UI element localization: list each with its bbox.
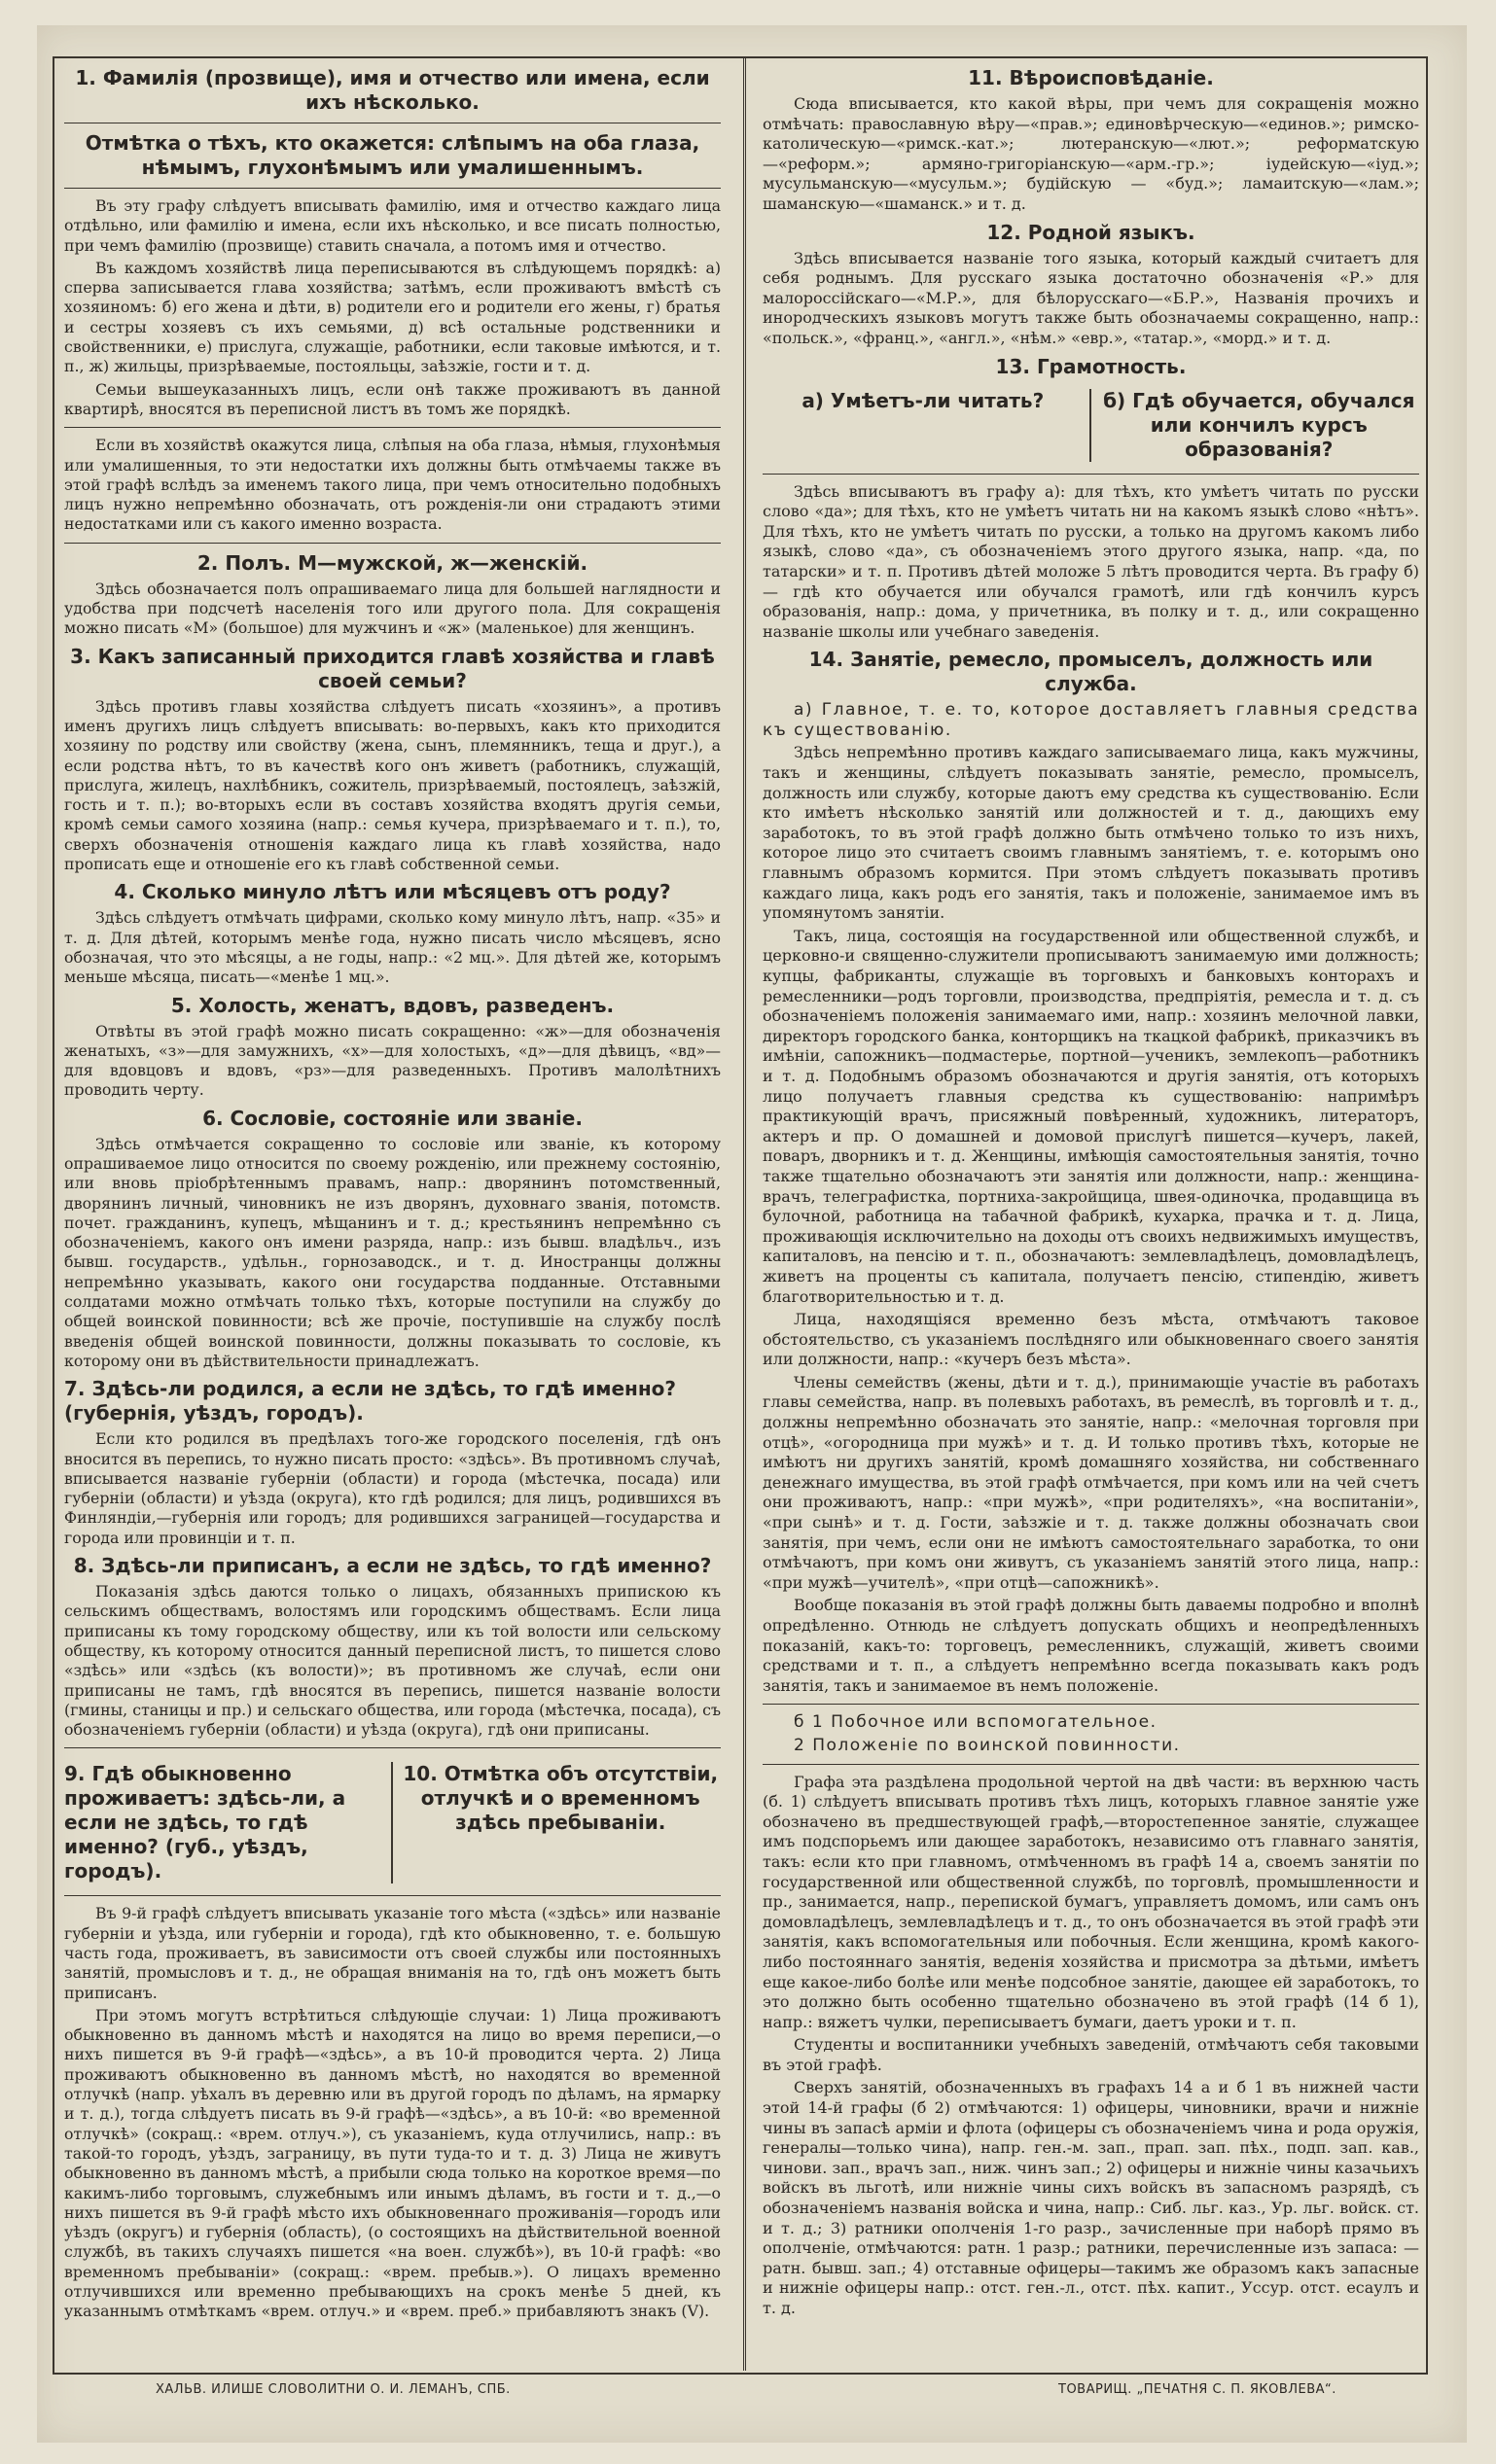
section-11-title: 11. Вѣроисповѣданіе. — [968, 66, 1214, 89]
paragraph: Семьи вышеуказанныхъ лицъ, если онѣ также проживаютъ въ данной квартирѣ, вносятся въ переписной листъ въ томъ же порядкѣ. — [64, 379, 721, 418]
section-14a-title: а) Главное, т. е. то, которое доставляетъ главныя средства къ существованію. — [763, 700, 1419, 740]
section-13-subheaders — [763, 383, 1419, 466]
paragraph: Лица, находящіяся временно безъ мѣста, отмѣчаютъ таковое обстоятельство, съ указаніемъ послѣдняго или обыкновеннаго своего занятія или должности, напр.: «кучеръ безъ мѣста». — [763, 1310, 1419, 1369]
separator — [763, 474, 1419, 475]
section-4-title: 4. Сколько минуло лѣтъ или мѣсяцевъ отъ роду? — [114, 880, 671, 904]
paragraph: Показанія здѣсь даются только о лицахъ, обязанныхъ припискою къ сельскимъ обществамъ, волостямъ или городскимъ обществамъ. Если лица приписаны къ тому городскому обществу, или къ той волости или сельскому обществу, къ которому относится данный переписной листъ, то пишется слово «здѣсь» или «здѣсь (къ волости)»; въ противномъ же случаѣ, если они приписаны не тамъ, гдѣ вносятся въ перепись, пишется названіе волости (гмины, станицы и пр.) и сельскаго общества, или города (мѣстечка, посада), съ обозначеніемъ губерніи (области) и уѣзда (округа), гдѣ они приписаны. — [64, 1582, 721, 1740]
paragraph: Отвѣты въ этой графѣ можно писать сокращенно: «ж»—для обозначенія женатыхъ, «з»—для замужнихъ, «х»—для холостыхъ, «д»—для дѣвицъ, «вд»—для вдовцовъ и вдовъ, «рз»—для разведенныхъ. Противъ малолѣтнихъ проводить черту. — [64, 1021, 721, 1100]
paragraph: Сверхъ занятій, обозначенныхъ въ графахъ 14 а и б 1 въ нижней части этой 14-й графы (б 2) отмѣчаются: 1) офицеры, чиновники, врачи и нижніе чины въ запасѣ арміи и флота (офицеры съ обозначеніемъ чина и рода оружія, генералы—только чина), напр. ген.-м. зап., прап. зап. пѣх., подп. зап. кав., чинови. зап., врачъ зап., ниж. чинъ зап.; 2) офицеры и нижніе чины казачьихъ войскъ въ льготѣ, или нижніе чины сихъ войскъ въ запасномъ разрядѣ, съ обозначеніемъ названія войска и чина, напр.: Сиб. льг. каз., Ур. льг. войск. ст. и т. д.; 3) ратники ополченія 1-го разр., зачисленные при наборѣ прямо въ ополченіе, отмѣчаются: ратн. 1 разр.; ратники, перечисленные изъ запаса: —ратн. бывш. зап.; 4) отставные офицеры—такимъ же образомъ какъ запасные и нижніе офицеры напр.: отст. ген.-л., отст. пѣх. капит., Уссур. отст. есаулъ и т. д. — [763, 2078, 1419, 2317]
section-14b1-title: б 1 Побочное или вспомогательное. — [794, 1712, 1158, 1733]
section-14b2-title: 2 Положеніе по воинской повинности. — [794, 1735, 1181, 1755]
paragraph: Здѣсь вписываютъ въ графу а): для тѣхъ, кто умѣетъ читать по русски слово «да»; для тѣхъ, кто не умѣетъ читать ни на какомъ языкѣ слово «нѣтъ». Для тѣхъ, кто не умѣетъ читать по русски, а только на другомъ какомъ либо языкѣ, слово «да», съ обозначеніемъ этого другого языка, напр. «да, по татарски» и т. п. Противъ дѣтей моложе 5 лѣтъ проводится черта. Въ графу б) — гдѣ кто обучается или обучался грамотѣ, или гдѣ кончилъ курсъ образованія, напр.: дома, у причетника, въ полку и т. д., или сокращенно названіе школы или учебнаго заведенія. — [763, 481, 1419, 641]
paragraph: Такъ, лица, состоящія на государственной или общественной службѣ, и церковно-и священно-служители прописываютъ занимаемую ими должность; купцы, фабриканты, служащіе въ торговыхъ и банковыхъ конторахъ и ремесленники—родъ торговли, производства, предпріятія, ремесла и т. д. съ обозначеніемъ положенія занимаемаго ими, напр.: хозяинъ мелочной лавки, директоръ городского банка, конторщикъ на ткацкой фабрикѣ, приказчикъ въ имѣніи, сапожникъ—подмастерье, портной—ученикъ, землекопъ—работникъ и т. д. Подобнымъ образомъ обозначаются и другія занятія, отъ которыхъ лицо получаетъ главныя средства къ существованію: напримѣръ практикующій врачъ, присяжный повѣренный, художникъ, литераторъ, актеръ и пр. О домашней и домовой прислугѣ пишется—кучеръ, лакей, поваръ, дворникъ и т. д. Женщины, имѣющія самостоятельныя занятія, точно также тщательно обозначаютъ эти занятія или должности, напр.: женщина-врачъ, телеграфистка, портниха-закройщица, швея-одиночка, продавщица въ булочной, работница на табачной фабрикѣ, кухарка, прачка и т. д. Лица, проживающія исключительно на доходы отъ своихъ недвижимыхъ имуществъ, капиталовъ, на пенсію и т. п., обозначаютъ: землевладѣлецъ, домовладѣлецъ, живетъ на проценты съ капитала, получаетъ пенсію, стипендію, живетъ благотворительностью и т. д. — [763, 926, 1419, 1306]
paragraph: Здѣсь слѣдуетъ отмѣчать цифрами, сколько кому минуло лѣтъ, напр. «35» и т. д. Для дѣтей, которымъ менѣе года, нужно писать число мѣсяцевъ, ясно обозначая, что это мѣсяцы, а не годы, напр.: «2 мц.». Для дѣтей же, которымъ меньше мѣсяца, писать—«менѣе 1 мц.». — [64, 908, 721, 987]
paragraph: Студенты и воспитанники учебныхъ заведеній, отмѣчаютъ себя таковыми въ этой графѣ. — [763, 2035, 1419, 2074]
right-column — [763, 60, 1419, 2322]
column-divider — [743, 58, 746, 2371]
paragraph: Здѣсь вписывается названіе того языка, который каждый считаетъ для себя роднымъ. Для русскаго языка достаточно обозначенія «Р.» для малороссійскаго—«М.Р.», для бѣлорусскаго—«Б.Р.», Названія прочихъ и инородческихъ языковъ могутъ также быть обозначаемы сокращенно, напр.: «польск.», «франц.», «англ.», «нѣм.» «евр.», «татар.», «морд.» и т. д. — [763, 248, 1419, 347]
separator — [64, 427, 721, 428]
section-12-title: 12. Родной языкъ. — [986, 220, 1195, 244]
printer-imprint-left: ХАЛЬВ. ИЛИШЕ СЛОВОЛИТНИ О. И. ЛЕМАНЪ, СПБ. — [156, 2382, 511, 2397]
sections-9-10-header — [64, 1756, 721, 1887]
section-1-subtitle: Отмѣтка о тѣхъ, кто окажется: слѣпымъ на оба глаза, нѣмымъ, глухонѣмымъ или умалишеннымъ. — [85, 131, 700, 179]
paragraph: Здѣсь противъ главы хозяйства слѣдуетъ писать «хозяинъ», а противъ именъ другихъ лицъ слѣдуетъ вписывать: во-первыхъ, какъ кто приходится хозяину по родству или свойству (жена, сынъ, племянникъ, теща и друг.), а если родства нѣтъ, то въ качествѣ кого онъ живетъ (работникъ, служащій, прислуга, жилецъ, нахлѣбникъ, сожитель, призрѣваемый, постоялецъ, заѣзжій, гость и т. п.); во-вторыхъ если въ составъ хозяйства входятъ другія семьи, кромѣ семьи самого хозяина (напр.: семья кучера, призрѣваемаго и т. п.), то, сверхъ обозначенія отношенія каждаго лица къ главѣ хозяйства, надо прописать еще и отношеніе его къ главѣ собственной семьи. — [64, 696, 721, 874]
paragraph: Вообще показанія въ этой графѣ должны быть даваемы подробно и вполнѣ опредѣленно. Отнюдь не слѣдуетъ допускать общихъ и неопредѣленныхъ показаній, какъ-то: торговецъ, ремесленникъ, служащій, живетъ своими средствами и т. п., а слѣдуетъ непремѣнно всегда показывать какъ родъ занятія, такъ и занимаемое въ немъ положеніе. — [763, 1596, 1419, 1695]
section-13a-title: а) Умѣетъ-ли читать? — [763, 389, 1091, 462]
paragraph: Здѣсь отмѣчается сокращенно то сословіе или званіе, къ которому опрашиваемое лицо относится по своему рожденію, или прежнему состоянію, или вновь пріобрѣтеннымъ правамъ, напр.: дворянинъ потомственный, дворянинъ личный, чиновникъ не изъ дворянъ, духовнаго званія, потомств. почет. гражданинъ, купецъ, мѣщанинъ и т. д.; крестьянинъ непремѣнно съ обозначеніемъ, какого онъ имени разряда, напр.: изъ бывш. владѣльч., изъ бывш. государств., удѣльн., горнозаводск., и т. д. Иностранцы должны непремѣнно указывать, какого они государства подданные. Отставными солдатами можно отмѣчать только тѣхъ, которые поступили на службу до общей воинской повинности; всѣ же прочіе, поступившіе на службу послѣ введенія общей воинской повинности, должны показывать то сословіе, къ которому они въ дѣйствительности принадлежатъ. — [64, 1134, 721, 1370]
section-14-title: 14. Занятіе, ремесло, промыселъ, должность или служба. — [808, 648, 1373, 696]
section-6-title: 6. Сословіе, состояніе или званіе. — [202, 1106, 583, 1130]
section-3-title: 3. Какъ записанный приходится главѣ хозяйства и главѣ своей семьи? — [70, 644, 715, 692]
section-8-title: 8. Здѣсь-ли приписанъ, а если не здѣсь, то гдѣ именно? — [73, 1554, 712, 1578]
separator — [763, 1764, 1419, 1765]
paragraph: Графа эта раздѣлена продольной чертой на двѣ части: въ верхнюю часть (б. 1) слѣдуетъ вписывать противъ тѣхъ лицъ, которыхъ главное занятіе уже обозначено въ предшествующей графѣ,—второстепенное занятіе, служащее имъ подспорьемъ или дающее заработокъ, независимо отъ главнаго занятія, такъ: если кто при главномъ, отмѣченномъ въ графѣ 14 а, своемъ занятіи по государственной или общественной службѣ, по торговлѣ, промышленности и пр., занимается, напр., перепиской бумагъ, управляетъ домомъ, или самъ онъ домовладѣлецъ, землевладѣлецъ и т. д., то онъ обозначается въ этой графѣ эти занятія, какъ вспомогательныя или побочныя. Если женщина, кромѣ какого-либо постояннаго занятія, веденія хозяйства и присмотра за дѣтьми, имѣетъ еще какое-либо болѣе или менѣе подсобное занятіе, дающее ей заработокъ, то это должно быть особенно тщательно обозначено въ этой графѣ (14 б 1), напр.: вяжетъ чулки, переписываетъ бумаги, даетъ уроки и т. п. — [763, 1772, 1419, 2031]
section-13-title: 13. Грамотность. — [995, 354, 1187, 378]
paragraph: Здѣсь непремѣнно противъ каждаго записываемаго лица, какъ мужчины, такъ и женщины, слѣдуетъ показывать занятіе, ремесло, промыселъ, должность или службу, которые даютъ ему средства къ существованію. Если кто имѣетъ нѣсколько занятій или должностей и т. д., дающихъ ему заработокъ, то въ этой графѣ должно быть отмѣчено только то изъ нихъ, которое лицо это считаетъ своимъ главнымъ занятіемъ, т. е. которымъ оно главнымъ образомъ кормится. При этомъ слѣдуетъ показывать противъ каждаго лица, какъ родъ его занятія, такъ и положеніе, занимаемое имъ въ упомянутомъ занятіи. — [763, 743, 1419, 923]
printer-imprint-right: ТОВАРИЩ. „ПЕЧАТНЯ С. П. ЯКОВЛЕВА“. — [1058, 2382, 1336, 2397]
section-2-title: 2. Полъ. М—мужской, ж—женскій. — [196, 550, 588, 575]
paragraph: Члены семействъ (жены, дѣти и т. д.), принимающіе участіе въ работахъ главы семейства, напр. въ полевыхъ работахъ, въ ремеслѣ, въ торговлѣ и т. д., должны непремѣнно обозначать это занятіе, напр.: «мелочная торговля при отцѣ», «огородница при мужѣ» и т. д. И только противъ тѣхъ, которые не имѣютъ ни другихъ занятій, кромѣ домашняго хозяйства, ни собственнаго денежнаго имущества, въ этой графѣ отмѣчается, при комъ или на чей счетъ они проживаютъ, напр.: «при мужѣ», «при родителяхъ», «на воспитаніи», «при сынѣ» и т. д. Гости, заѣзжіе и т. д. также должны обозначать свои занятія, при чемъ, если они не имѣютъ самостоятельнаго заработка, то они отмѣчаютъ, при комъ они живутъ, съ указаніемъ занятій этого лица, напр.: «при мужѣ—учителѣ», «при отцѣ—сапожникѣ». — [763, 1372, 1419, 1592]
section-10-title: 10. Отмѣтка объ отсутствіи, отлучкѣ и о временномъ здѣсь пребываніи. — [403, 1762, 719, 1835]
paragraph: Здѣсь обозначается полъ опрашиваемаго лица для большей наглядности и удобства при подсчетѣ населенія того или другого пола. Для сокращенія можно писать «М» (большое) для мужчинъ и «ж» (маленькое) для женщинъ. — [64, 579, 721, 638]
section-13b-title: б) Гдѣ обучается, обучался или кончилъ курсъ образованія? — [1103, 388, 1415, 461]
paragraph: Въ каждомъ хозяйствѣ лица переписываются въ слѣдующемъ порядкѣ: а) сперва записывается глава хозяйства; затѣмъ, если проживаютъ вмѣстѣ съ хозяиномъ: б) его жена и дѣти, в) родители его и родители его жены, г) братья и сестры хозяевъ съ ихъ семьями, д) всѣ остальные родственники и свойственники, е) прислуга, служащіе, работники, если таковые имѣются, и т. п., ж) жильцы, призрѣваемые, постояльцы, заѣзжіе, гости и т. д. — [64, 258, 721, 376]
left-column — [64, 60, 721, 2325]
separator — [64, 1747, 721, 1748]
separator — [64, 188, 721, 189]
paragraph: При этомъ могутъ встрѣтиться слѣдующіе случаи: 1) Лица проживаютъ обыкновенно въ данномъ мѣстѣ и находятся на лицо во время переписи,—о нихъ пишется въ 9-й графѣ—«здѣсь», а въ 10-й проводится черта. 2) Лица проживаютъ обыкновенно въ данномъ мѣстѣ, но находятся во временной отлучкѣ (напр. уѣхалъ въ деревню или въ другой городъ по дѣламъ, на ярмарку и т. д.), тогда слѣдуетъ писать въ 9-й графѣ—«здѣсь», а въ 10-й: «во временной отлучкѣ» (сокращ.: «врем. отлуч.»), съ указаніемъ, куда отлучились, напр.: въ такой-то городъ, уѣздъ, заграницу, въ пути туда-то и т. д. 3) Лица не живутъ обыкновенно въ данномъ мѣстѣ, а прибыли сюда только на короткое время—по какимъ-либо торговымъ, служебнымъ или инымъ дѣламъ, въ гости и т. д.,—о нихъ пишется въ 9-й графѣ мѣсто ихъ обыкновеннаго проживанія—городъ или уѣздъ (округъ) и губернія (область), (о состоящихъ на дѣйствительной военной службѣ, въ такихъ случаяхъ пишется «на воен. службѣ»), въ 10-й графѣ: «во временномъ пребываніи» (сокращ.: «врем. пребыв.»). О лицахъ временно отлучившихся или временно пребывающихъ на срокъ менѣе 5 дней, къ указаннымъ отмѣткамъ «врем. отлуч.» и «врем. преб.» прибавляютъ знакъ (V). — [64, 2005, 721, 2321]
paragraph: Въ эту графу слѣдуетъ вписывать фамилію, имя и отчество каждаго лица отдѣльно, или фамилію и имена, если ихъ нѣсколько, и все писать полностью, при чемъ фамилію (прозвище) ставить сначала, а потомъ имя и отчество. — [64, 196, 721, 255]
separator — [64, 1895, 721, 1896]
separator — [763, 1704, 1419, 1705]
paragraph: Въ 9-й графѣ слѣдуетъ вписывать указаніе того мѣста («здѣсь» или названіе губерніи и уѣзда, или губерніи и города), гдѣ кто обыкновенно, т. е. большую часть года, проживаетъ, въ зависимости отъ своей службы или постоянныхъ занятій, промысловъ и т. д., не обращая вниманія на то, гдѣ онъ можетъ быть приписанъ. — [64, 1904, 721, 2002]
separator — [64, 543, 721, 544]
paragraph: Если въ хозяйствѣ окажутся лица, слѣпыя на оба глаза, нѣмыя, глухонѣмыя или умалишенныя, то эти недостатки ихъ должны быть отмѣчаемы также въ этой графѣ вслѣдъ за именемъ такого лица, при чемъ относительно подобныхъ лицъ нужно непремѣнно обозначать, отъ рожденія-ли они страдаютъ этими недостатками или съ какого именно возраста. — [64, 436, 721, 534]
section-1-title: 1. Фамилія (прозвище), имя и отчество или имена, если ихъ нѣсколько. — [75, 66, 710, 114]
section-7-title: 7. Здѣсь-ли родился, а если не здѣсь, то гдѣ именно? (губернія, уѣздъ, городъ). — [64, 1377, 676, 1426]
section-9-title: 9. Гдѣ обыкновенно проживаетъ: здѣсь-ли, а если не здѣсь, то гдѣ именно? (губ., уѣздъ, городъ). — [64, 1762, 393, 1883]
paragraph: Сюда вписывается, кто какой вѣры, при чемъ для сокращенія можно отмѣчать: православную вѣру—«прав.»; единовѣрческую—«единов.»; римско-католическую—«римск.-кат.»; лютеранскую—«лют.»; реформатскую—«реформ.»; армяно-григоріанскую—«арм.-гр.»; іудейскую—«іуд.»; мусульманскую—«мусульм.»; будійскую — «буд.»; ламаитскую—«лам.»; шаманскую—«шаманск.» и т. д. — [763, 94, 1419, 213]
section-5-title: 5. Холость, женатъ, вдовъ, разведенъ. — [170, 993, 615, 1017]
paragraph: Если кто родился въ предѣлахъ того-же городского поселенія, гдѣ онъ вносится въ перепись, то нужно писать просто: «здѣсь». Въ противномъ случаѣ, вписывается названіе губерніи (области) и города (мѣстечка, посада) или губерніи (области) и уѣзда (округа), кто гдѣ родился; для лицъ, родившихся въ Финляндіи,—губернія или городъ; для родившихся заграницей—государства и города или провинціи и т. п. — [64, 1429, 721, 1547]
